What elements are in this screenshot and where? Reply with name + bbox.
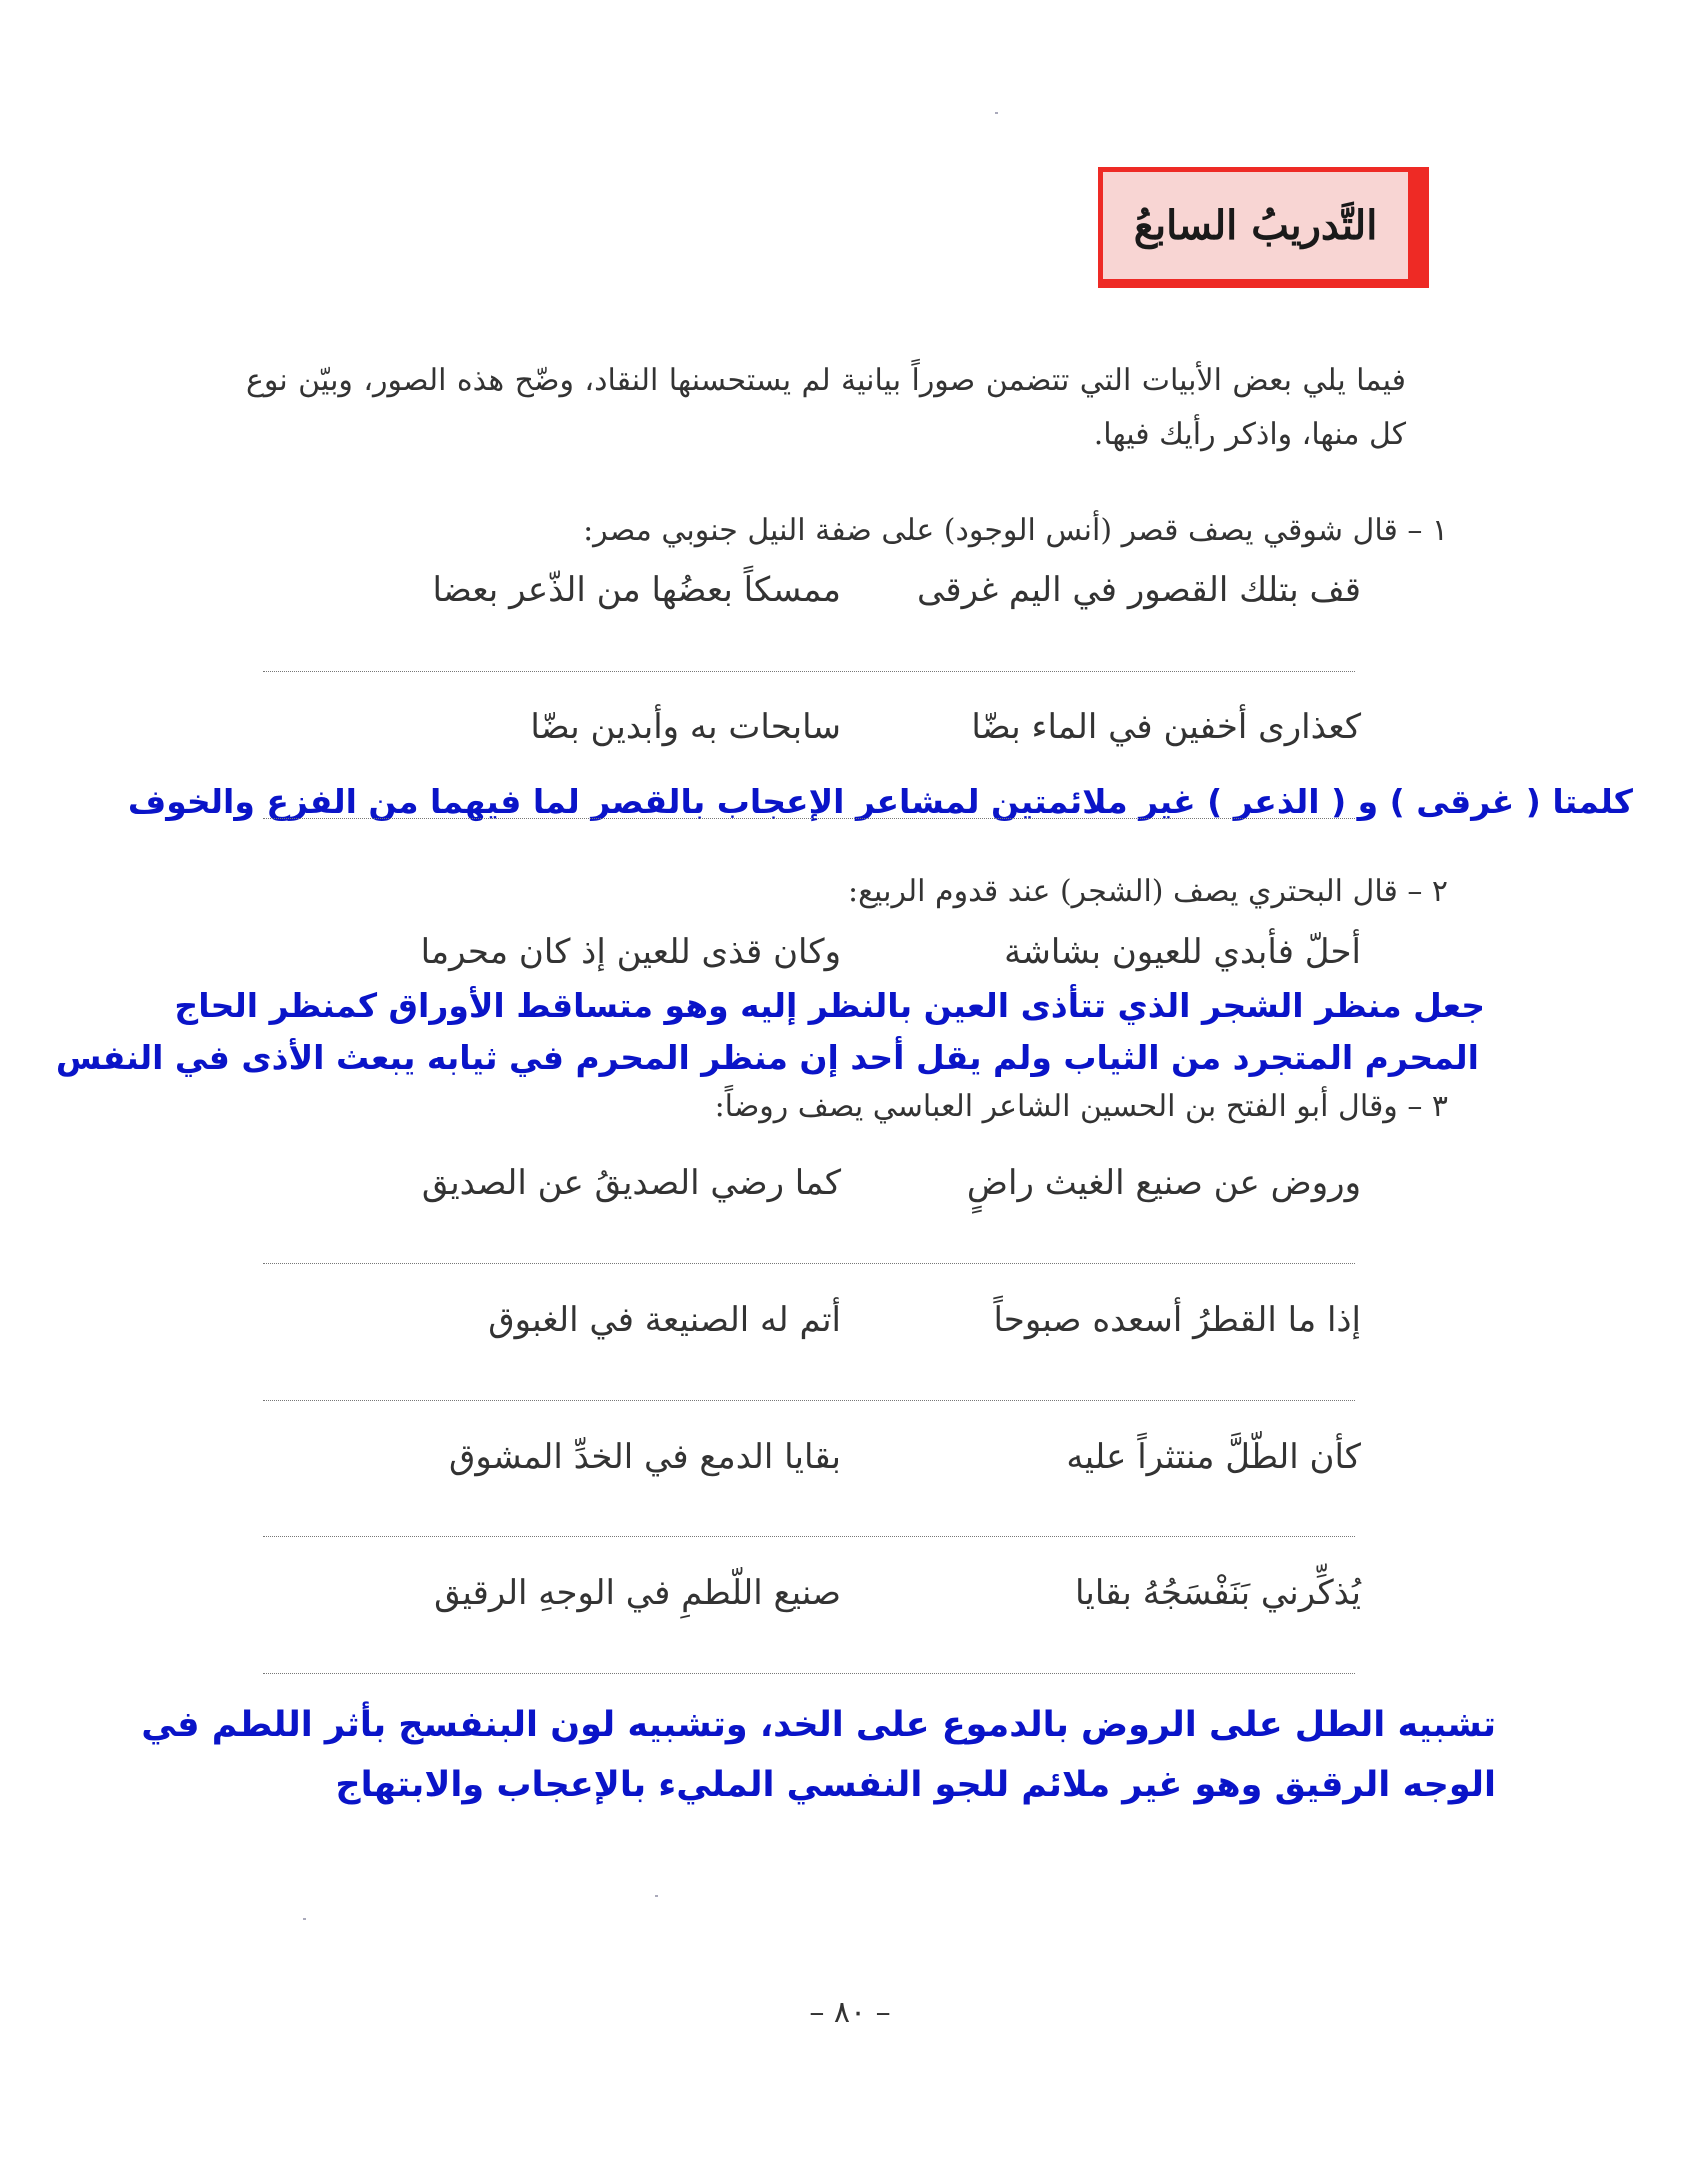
answer-line [263,1673,1355,1674]
item-3-answer-line-1: تشبيه الطل على الروض بالدموع على الخد، وتشبيه لون البنفسج بأثر اللطم في [141,1705,1496,1745]
verse-first-hemistich: كعذارى أخفين في الماء بضّا [971,707,1361,747]
answer-line [263,1536,1355,1537]
verse-first-hemistich: كأن الطّلَّ منتثراً عليه [1066,1437,1361,1477]
item-2-heading: ٢ – قال البحتري يصف (الشجر) عند قدوم الربيع: [847,874,1448,909]
exercise-title: التَّدريبُ السابعُ [1103,172,1408,279]
verse-second-hemistich: بقايا الدمع في الخدِّ المشوق [449,1437,841,1477]
answer-line [263,671,1355,672]
verse-first-hemistich: أحلّ فأبدي للعيون بشاشة [1004,932,1361,972]
exercise-title-box [1098,167,1429,288]
answer-line [263,1263,1355,1264]
item-1-verse-1 [351,570,1361,620]
page-number: – ٨٠ – [809,1995,891,2030]
item-3-verse-1 [351,1163,1361,1213]
verse-first-hemistich: إذا ما القطرُ أسعده صبوحاً [993,1300,1361,1340]
verse-second-hemistich: أتم له الصنيعة في الغبوق [488,1300,841,1340]
verse-first-hemistich: قف بتلك القصور في اليم غرقى [916,570,1361,610]
item-3-verse-4 [351,1573,1361,1623]
instructions-paragraph: فيما يلي بعض الأبيات التي تتضمن صوراً بيانية لم يستحسنها النقاد، وضّح هذه الصور، وبيّن نوع كل منها، واذكر رأيك فيها. [246,363,1406,452]
answer-line [263,1400,1355,1401]
item-1-answer: كلمتا ( غرقى ) و ( الذعر ) غير ملائمتين لمشاعر الإعجاب بالقصر لما فيهما من الفزع والخوف [127,782,1633,821]
item-3-verse-2 [351,1300,1361,1350]
item-3-verse-3 [351,1437,1361,1487]
item-1-verse-2 [351,707,1361,757]
verse-second-hemistich: وكان قذى للعين إذ كان محرما [420,932,841,972]
item-2-answer-line-2: المحرم المتجرد من الثياب ولم يقل أحد إن منظر المحرم في ثيابه يبعث الأذى في النفس [55,1038,1479,1077]
answer-line [263,818,1355,819]
item-3-heading: ٣ – وقال أبو الفتح بن الحسين الشاعر العباسي يصف روضاً: [714,1089,1448,1124]
scan-speck [303,1918,306,1920]
verse-second-hemistich: صنيع اللّطمِ في الوجهِ الرقيق [434,1573,841,1613]
verse-first-hemistich: وروض عن صنيع الغيث راضٍ [966,1163,1361,1203]
scan-speck [655,1895,658,1897]
item-1-heading: ١ – قال شوقي يصف قصر (أنس الوجود) على ضفة النيل جنوبي مصر: [583,513,1448,548]
verse-second-hemistich: سابحات به وأبدين بضّا [530,707,841,747]
item-2-answer-line-1: جعل منظر الشجر الذي تتأذى العين بالنظر إليه وهو متساقط الأوراق كمنظر الحاج [174,986,1485,1025]
item-2-verse-1 [351,932,1361,982]
item-3-answer-line-2: الوجه الرقيق وهو غير ملائم للجو النفسي المليء بالإعجاب والابتهاج [335,1765,1496,1805]
verse-first-hemistich: يُذكِّرني بَنَفْسَجُهُ بقايا [1075,1573,1361,1613]
verse-second-hemistich: ممسكاً بعضُها من الذّعر بعضا [432,570,841,610]
verse-second-hemistich: كما رضي الصديقُ عن الصديق [421,1163,841,1203]
scan-speck [995,112,998,114]
